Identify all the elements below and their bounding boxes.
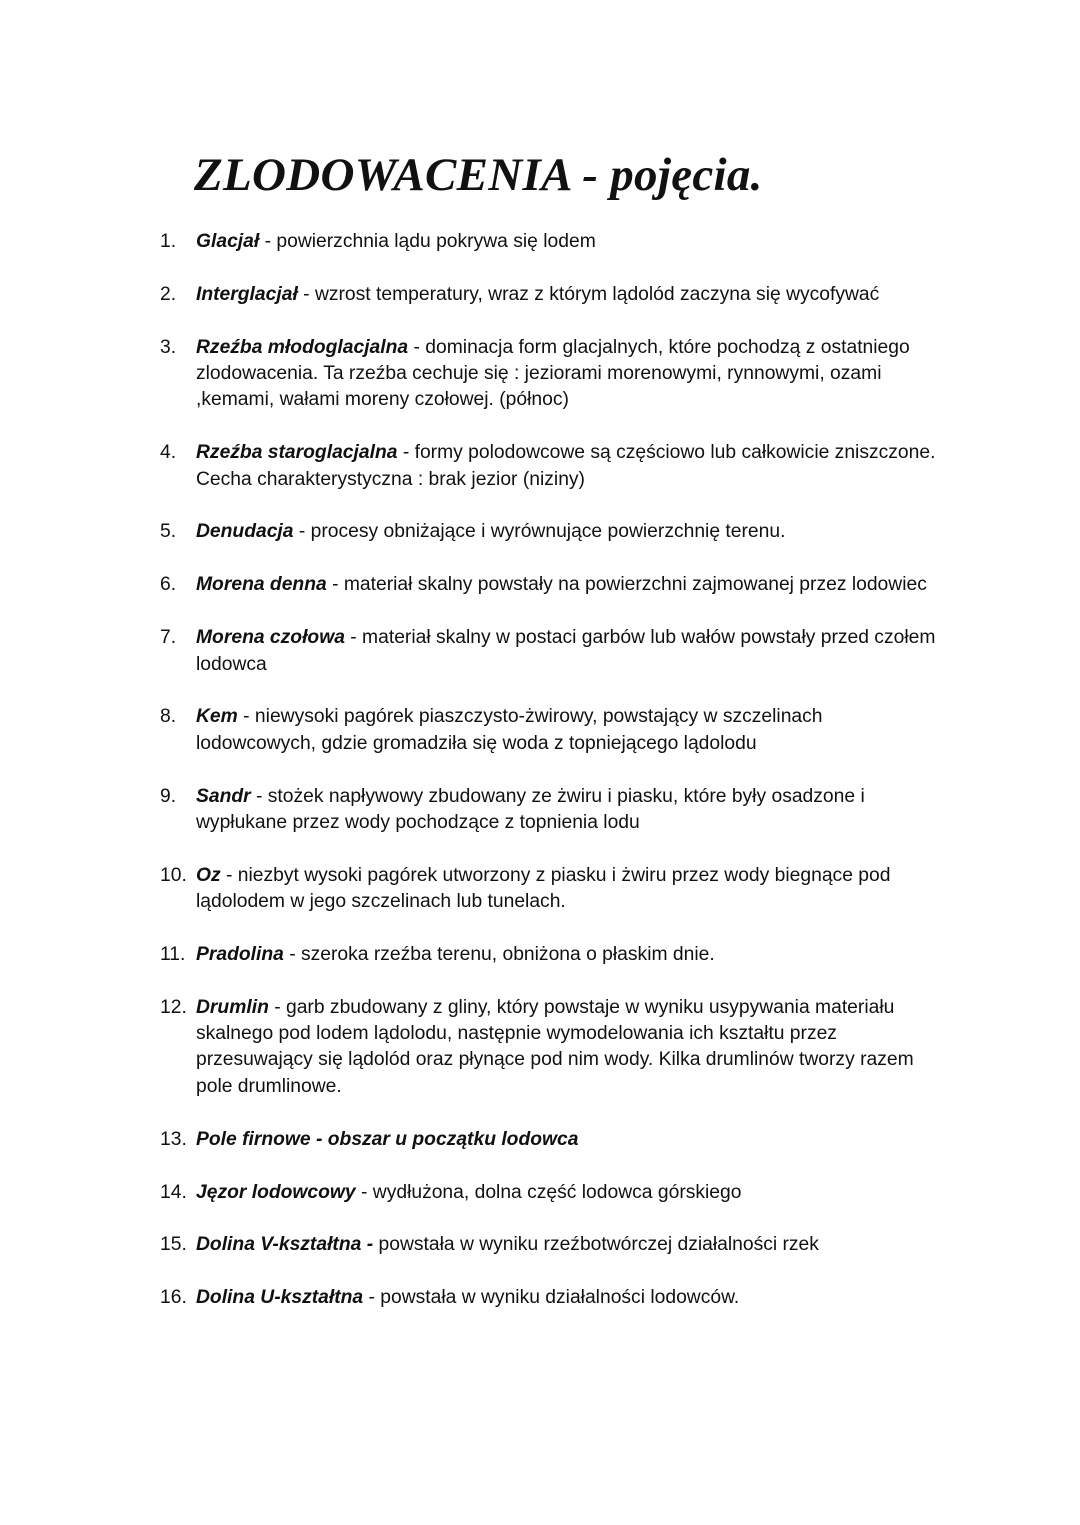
item-number: 13.	[160, 1128, 187, 1150]
list-item	[160, 229, 950, 255]
item-definition: - dominacja form glacjalnych, które pochodzą z ostatniego zlodowacenia. Ta rzeźba cechuje się : jeziorami morenowymi, rynnowymi, ozami ,kemami, wałami moreny czołowej. (północ)	[196, 336, 910, 411]
item-number: 11.	[160, 943, 186, 965]
item-number: 2.	[160, 283, 177, 305]
item-text	[196, 1232, 946, 1258]
item-text	[196, 282, 946, 308]
item-text	[196, 863, 946, 916]
item-definition: - materiał skalny powstały na powierzchni zajmowanej przez lodowiec	[326, 574, 927, 596]
item-term: Rzeźba staroglacjalna	[196, 442, 398, 464]
item-number: 9.	[160, 785, 177, 807]
item-term: Denudacja	[196, 521, 294, 543]
item-term: Pole firnowe - obszar u początku lodowca	[196, 1128, 579, 1150]
item-number: 3.	[160, 336, 177, 358]
item-definition: - powstała w wyniku działalności lodowców.	[363, 1287, 740, 1309]
item-number: 8.	[160, 706, 177, 728]
page-title: ZLODOWACENIA - pojęcia.	[194, 149, 763, 201]
item-term: Interglacjał	[196, 283, 298, 305]
item-definition: - stożek napływowy zbudowany ze żwiru i piasku, które były osadzone i wypłukane przez wody pochodzące z topnienia lodu	[196, 785, 865, 833]
item-number: 15.	[160, 1234, 187, 1256]
item-number: 12.	[160, 996, 187, 1018]
item-definition: - powierzchnia lądu pokrywa się lodem	[259, 231, 596, 252]
item-text	[196, 519, 946, 545]
item-text	[196, 1127, 946, 1153]
list-item	[160, 335, 950, 414]
list-item	[160, 440, 950, 493]
list-item	[160, 704, 950, 757]
item-term: Sandr	[196, 785, 251, 807]
item-definition: - garb zbudowany z gliny, który powstaje w wyniku usypywania materiału skalnego pod lodem lądolodu, następnie wymodelowania ich kształtu przez przesuwający się lądolód oraz płynące pod nim wody. Kilka drumlinów tworzy razem pole drumlinowe.	[196, 996, 914, 1097]
item-definition: powstała w wyniku rzeźbotwórczej działalności rzek	[373, 1234, 819, 1256]
item-text	[196, 784, 946, 837]
list-item	[160, 519, 950, 545]
item-term: Jęzor lodowcowy	[196, 1181, 356, 1203]
item-term: Pradolina	[196, 943, 284, 965]
item-number: 14.	[160, 1181, 187, 1203]
item-text	[196, 995, 946, 1100]
item-text	[196, 1285, 946, 1311]
list-item	[160, 1180, 950, 1206]
list-item	[160, 1232, 950, 1258]
item-text	[196, 1180, 946, 1206]
item-text	[196, 335, 946, 414]
list-item	[160, 863, 950, 916]
item-text	[196, 572, 946, 598]
definitions-list	[160, 229, 950, 1338]
item-text	[196, 625, 946, 678]
item-number: 10.	[160, 864, 187, 886]
item-number: 6.	[160, 574, 177, 596]
list-item	[160, 942, 950, 968]
item-definition: - szeroka rzeźba terenu, obniżona o płaskim dnie.	[283, 943, 715, 965]
list-item	[160, 282, 950, 308]
list-item	[160, 572, 950, 598]
item-text	[196, 942, 946, 968]
item-term: Morena denna	[196, 574, 327, 596]
item-term: Drumlin	[196, 996, 269, 1018]
item-number: 7.	[160, 627, 177, 649]
item-definition: - formy polodowcowe są częściowo lub całkowicie zniszczone. Cecha charakterystyczna : brak jezior (niziny)	[196, 442, 936, 490]
item-number: 16.	[160, 1287, 187, 1309]
list-item	[160, 995, 950, 1100]
item-number: 4.	[160, 442, 177, 464]
item-term: Kem	[196, 706, 238, 728]
item-text	[196, 704, 946, 757]
item-definition: - niewysoki pagórek piaszczysto-żwirowy, powstający w szczelinach lodowcowych, gdzie gromadziła się woda z topniejącego lądolodu	[196, 706, 823, 754]
list-item	[160, 1127, 950, 1153]
item-term: Morena czołowa	[196, 627, 345, 649]
list-item	[160, 625, 950, 678]
item-definition: - niezbyt wysoki pagórek utworzony z piasku i żwiru przez wody biegnące pod lądolodem w jego szczelinach lub tunelach.	[196, 864, 891, 913]
item-text	[196, 229, 946, 255]
item-term: Oz	[196, 864, 221, 886]
item-definition: - wzrost temperatury, wraz z którym lądolód zaczyna się wycofywać	[297, 283, 880, 305]
item-term: Rzeźba młodoglacjalna	[196, 336, 409, 358]
item-definition: - procesy obniżające i wyrównujące powierzchnię terenu.	[293, 521, 786, 543]
item-term: Dolina V-kształtna -	[196, 1234, 374, 1256]
item-number: 5.	[160, 521, 177, 543]
list-item	[160, 1285, 950, 1311]
item-text	[196, 440, 946, 493]
item-definition: - materiał skalny w postaci garbów lub wałów powstały przed czołem lodowca	[196, 627, 936, 675]
item-definition: - wydłużona, dolna część lodowca górskiego	[355, 1181, 742, 1203]
item-number: 1.	[160, 231, 177, 252]
list-item	[160, 784, 950, 837]
item-term: Glacjał	[196, 231, 260, 252]
item-term: Dolina U-kształtna	[196, 1287, 364, 1309]
